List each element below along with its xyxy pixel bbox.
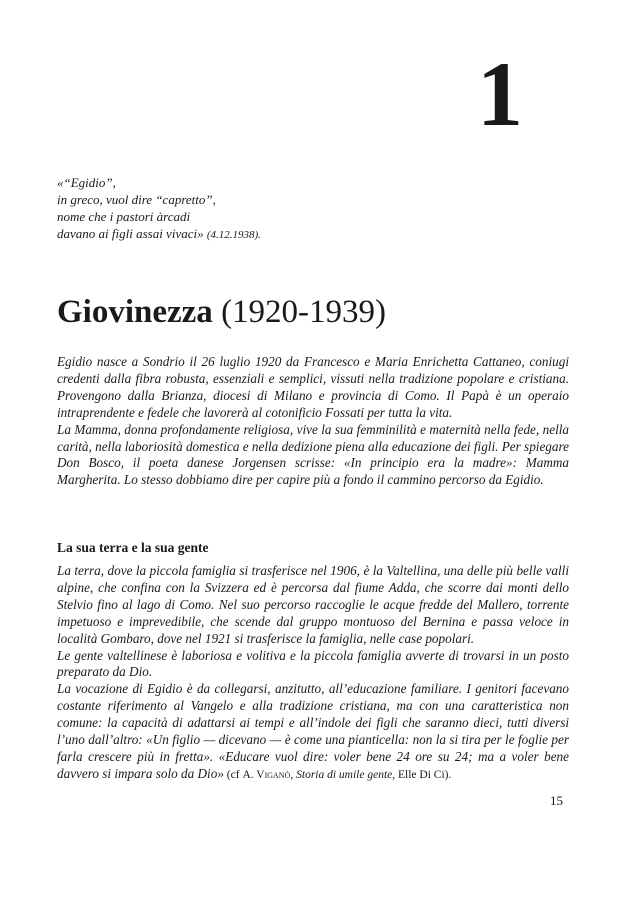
epigraph-line-last (57, 225, 477, 244)
section-paragraph-last (57, 681, 569, 783)
section-paragraph: La terra, dove la piccola famiglia si trasferisce nel 1906, è la Valtellina, una delle più belle valli alpine, che confina con la Svizzera ed è percorsa dal fiume Adda, che scorre dai monti dello Stelvio fino al lago di Como. Nel suo percorso raccoglie le acque fredde del Mallero, torrente impetuoso e imprevedibile, che scende dal gruppo montuoso del Bernina e passa veloce in località Gombaro, dove nel 1921 si trasferisce la famiglia, nelle case popolari. (57, 563, 569, 646)
intro-paragraph: La Mamma, donna profondamente religiosa, vive la sua femminilità e maternità nella fede, nella carità, nella laboriosità domestica e nella dedizione piena alla educazione dei figli. Per spiegare Don Bosco, il poeta danese Jorgensen scrisse: «In principio era la madre»: Mamma Margherita. Lo stesso dobbiamo dire per capire più a fondo il cammino percorso da Egidio. (57, 421, 569, 488)
chapter-title (57, 294, 386, 330)
chapter-title-text: Giovinezza (57, 294, 213, 330)
epigraph-line: in greco, vuol dire “capretto”, (57, 192, 216, 207)
section-paragraph-text: La vocazione di Egidio è da collegarsi, anzitutto, all’educazione familiare. I genitori facevano costante riferimento al Vangelo e alla tradizione cristiana, ma con una caratteristica non comune: la capacità di adattarsi ai tempi e all’indole dei figli che saranno dieci, tutti diversi l’uno dall’altro: «Un figlio — dicevano — è come una pianticella: non la si tira per le foglie per farla crescere più in fretta». «Educare vuol dire: voler bene 24 ore su 24; ma a voler bene davvero si impara solo da Dio» (57, 681, 569, 781)
intro-paragraph: Egidio nasce a Sondrio il 26 luglio 1920 da Francesco e Maria Enrichetta Cattaneo, coniugi credenti dalla fibra robusta, essenziali e semplici, vissuti nella tradizione popolare e cristiana. Provengono dalla Brianza, diocesi di Milano e provincia di Como. Il Papà è un operaio intraprendente e fedele che lavorerà al cotonificio Fossati per tutta la vita. (57, 354, 569, 420)
chapter-number: 1 (477, 43, 523, 145)
epigraph-line: «“Egidio”, (57, 175, 116, 190)
citation-title: Storia di umile gente (296, 768, 393, 781)
epigraph-line: nome che i pastori àrcadi (57, 209, 191, 224)
citation-author: A. Viganò (242, 768, 291, 781)
chapter-title-years: (1920-1939) (221, 294, 387, 330)
epigraph-line-text: davano ai figli assai vivaci» (57, 226, 204, 241)
citation-separator: , (290, 768, 297, 781)
citation-open: (cf (223, 768, 243, 781)
section-heading: La sua terra e la sua gente (57, 540, 209, 555)
section-text (57, 563, 569, 784)
page-number: 15 (550, 793, 563, 808)
section-paragraph: Le gente valtellinese è laboriosa e volitiva e la piccola famiglia avverte di trovarsi in un posto preparato da Dio. (57, 647, 569, 680)
citation-close: , Elle Di Ci). (392, 768, 452, 781)
intro-text (57, 354, 569, 489)
epigraph-date: (4.12.1938). (206, 229, 261, 241)
epigraph (57, 174, 477, 244)
